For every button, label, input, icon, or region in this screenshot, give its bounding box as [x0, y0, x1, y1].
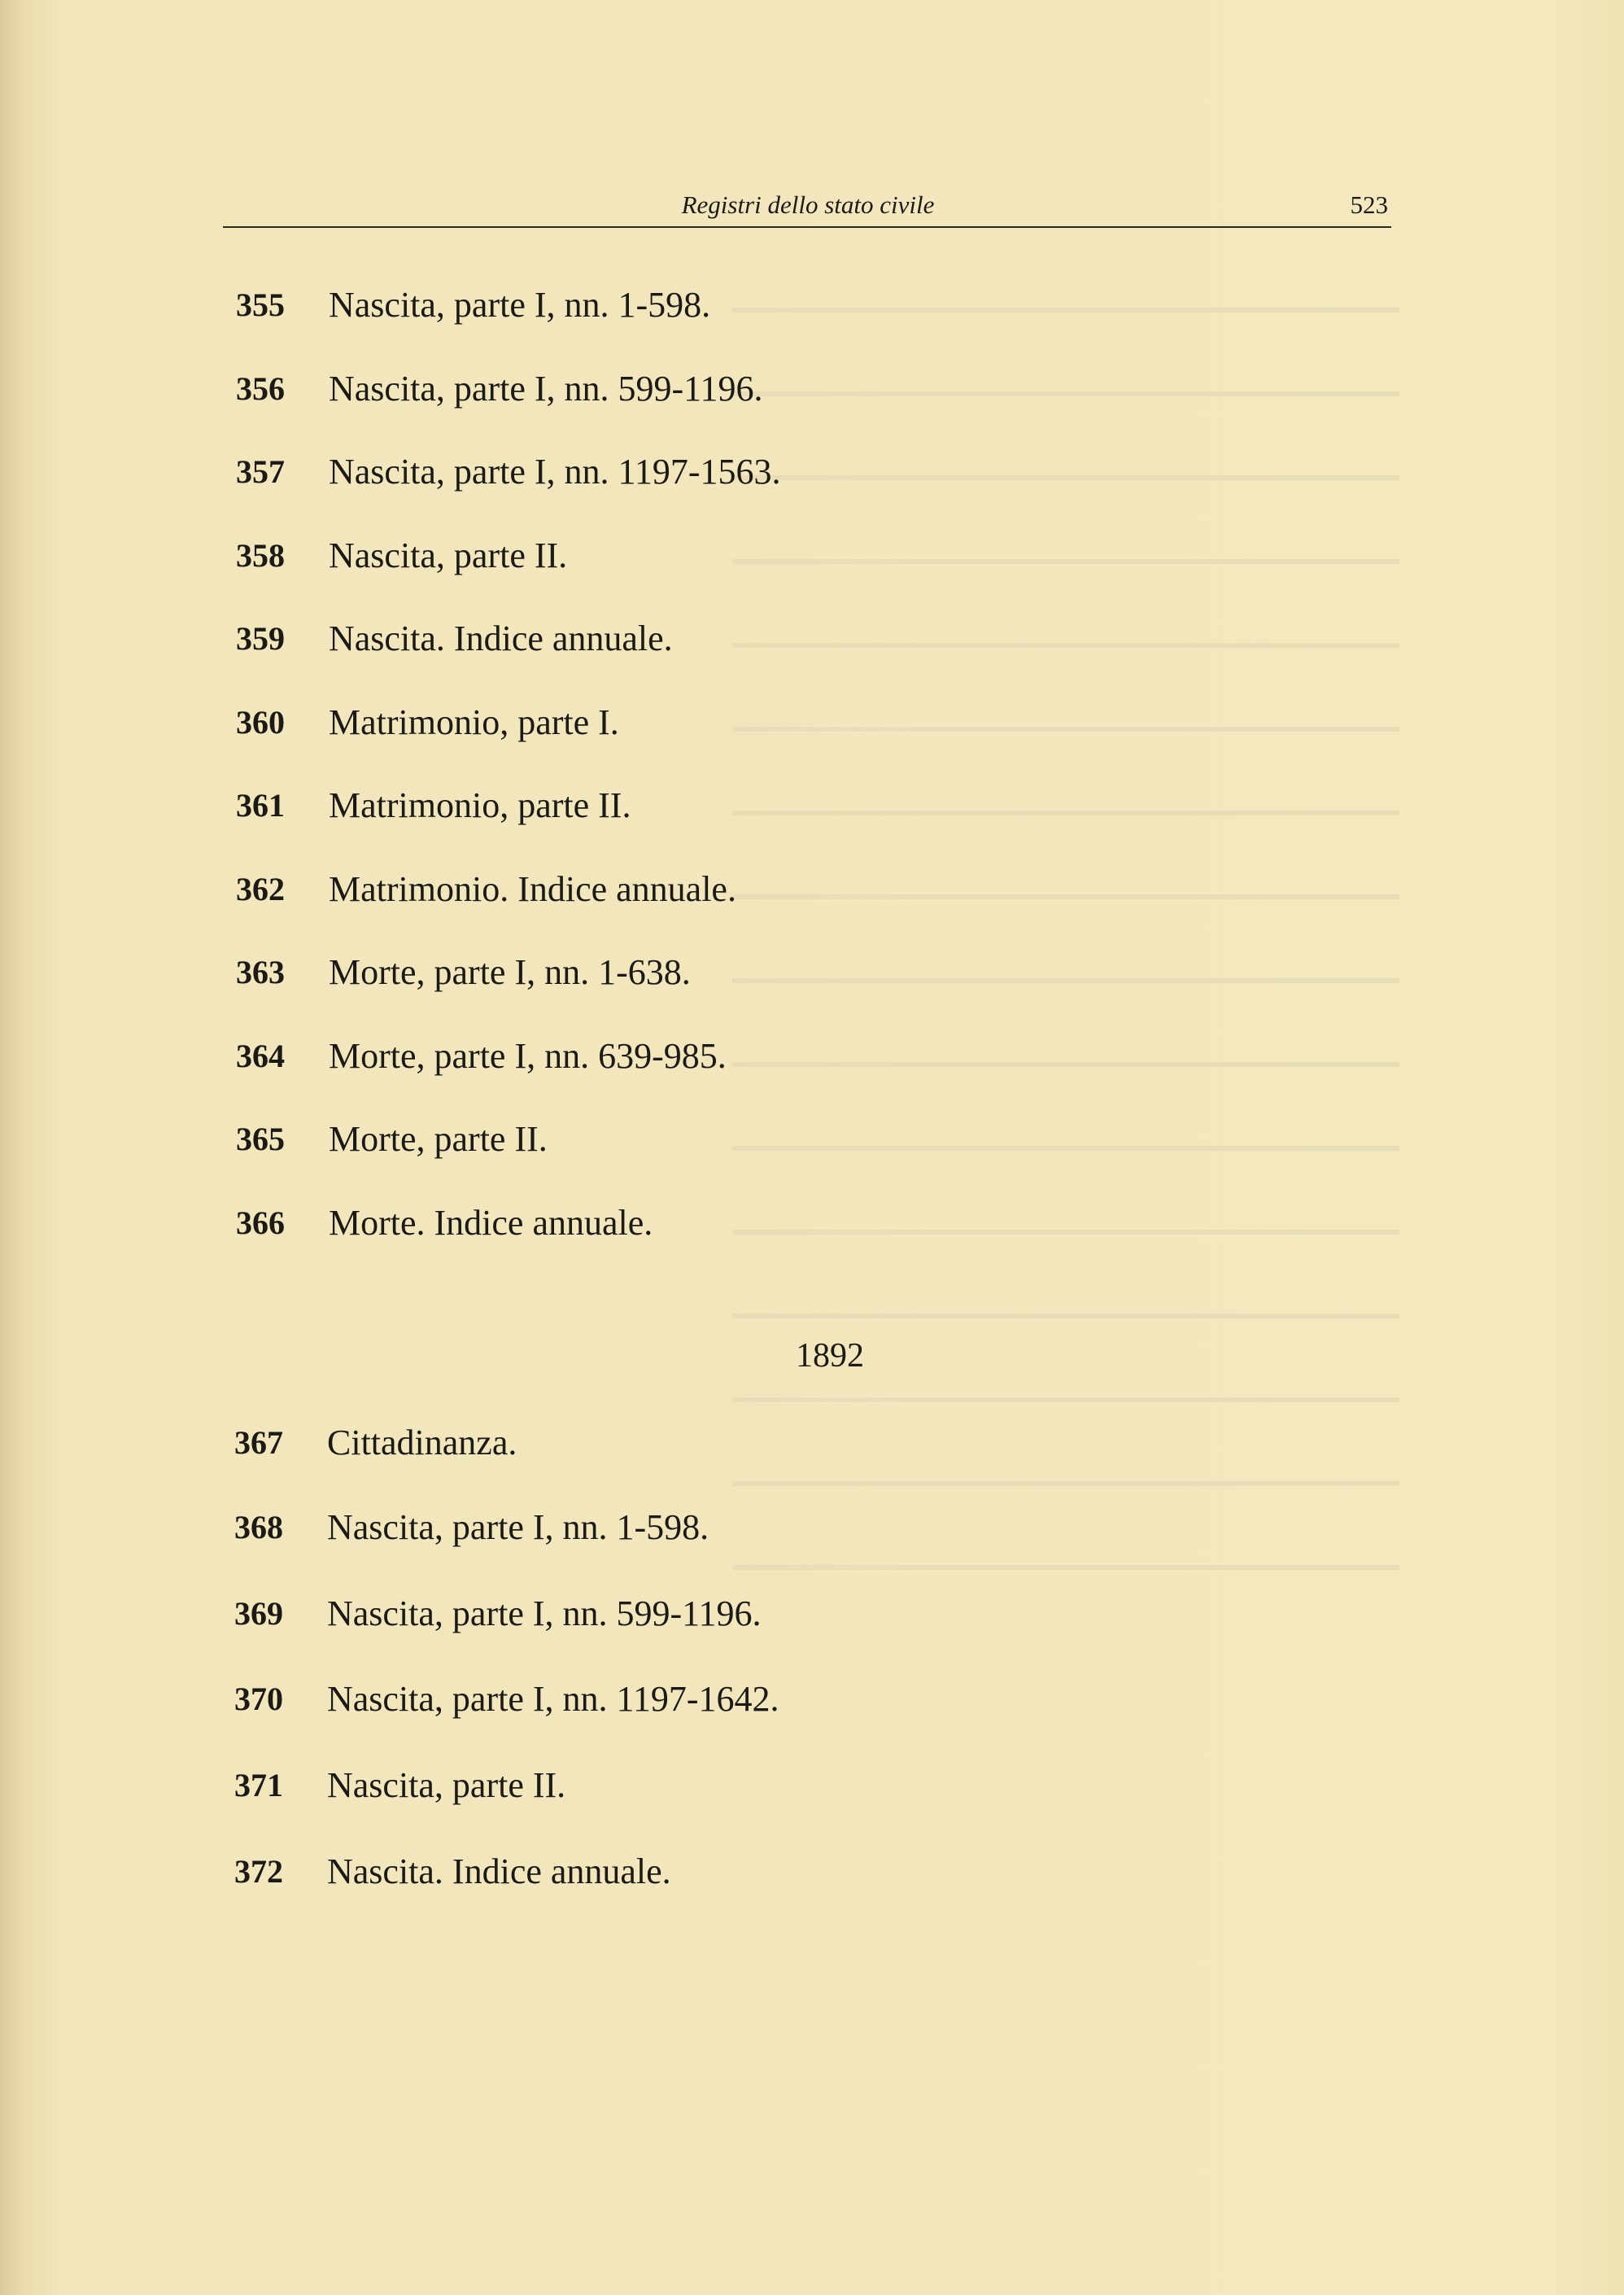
- entry-description: Morte. Indice annuale.: [329, 1203, 653, 1243]
- entry-description: Nascita. Indice annuale.: [329, 619, 673, 658]
- entry-description: Nascita, parte I, nn. 1197-1563.: [329, 452, 781, 492]
- entry-description: Matrimonio, parte II.: [329, 785, 631, 825]
- entry-number: 369: [234, 1595, 283, 1632]
- entry-number: 355: [236, 286, 285, 323]
- entry-number: 356: [236, 370, 285, 407]
- entry-description: Cittadinanza.: [327, 1423, 517, 1462]
- entry-number: 372: [234, 1853, 283, 1890]
- entry-description: Nascita, parte II.: [329, 536, 568, 575]
- entry-description: Morte, parte I, nn. 1-638.: [329, 952, 691, 992]
- entry-number: 358: [236, 537, 285, 574]
- entry-number: 360: [236, 704, 285, 741]
- entry-number: 365: [236, 1121, 285, 1157]
- entry-number: 371: [234, 1767, 283, 1803]
- entry-description: Matrimonio. Indice annuale.: [329, 869, 736, 909]
- entry-description: Nascita, parte I, nn. 1197-1642.: [327, 1679, 779, 1719]
- entry-number: 363: [236, 954, 285, 990]
- entry-number: 359: [236, 620, 285, 657]
- running-title: Registri dello stato civile: [681, 190, 935, 219]
- page-number: 523: [1350, 190, 1388, 219]
- entry-description: Nascita, parte II.: [327, 1765, 566, 1805]
- entry-number: 357: [236, 453, 285, 490]
- entry-description: Nascita, parte I, nn. 599-1196.: [327, 1593, 762, 1633]
- entry-description: Nascita. Indice annuale.: [327, 1851, 671, 1891]
- entry-number: 366: [236, 1204, 285, 1241]
- entry-number: 362: [236, 871, 285, 907]
- entry-description: Morte, parte I, nn. 639-985.: [329, 1036, 727, 1076]
- entry-description: Nascita, parte I, nn. 1-598.: [329, 285, 711, 325]
- year-heading: 1892: [796, 1337, 864, 1375]
- entry-number: 367: [234, 1424, 283, 1461]
- entry-description: Nascita, parte I, nn. 599-1196.: [329, 369, 763, 409]
- entry-number: 364: [236, 1038, 285, 1074]
- entry-description: Matrimonio, parte I.: [329, 702, 619, 742]
- entry-number: 361: [236, 787, 285, 824]
- entry-number: 370: [234, 1681, 283, 1717]
- entry-number: 368: [234, 1509, 283, 1545]
- entry-description: Nascita, parte I, nn. 1-598.: [327, 1507, 709, 1547]
- entry-description: Morte, parte II.: [329, 1119, 548, 1159]
